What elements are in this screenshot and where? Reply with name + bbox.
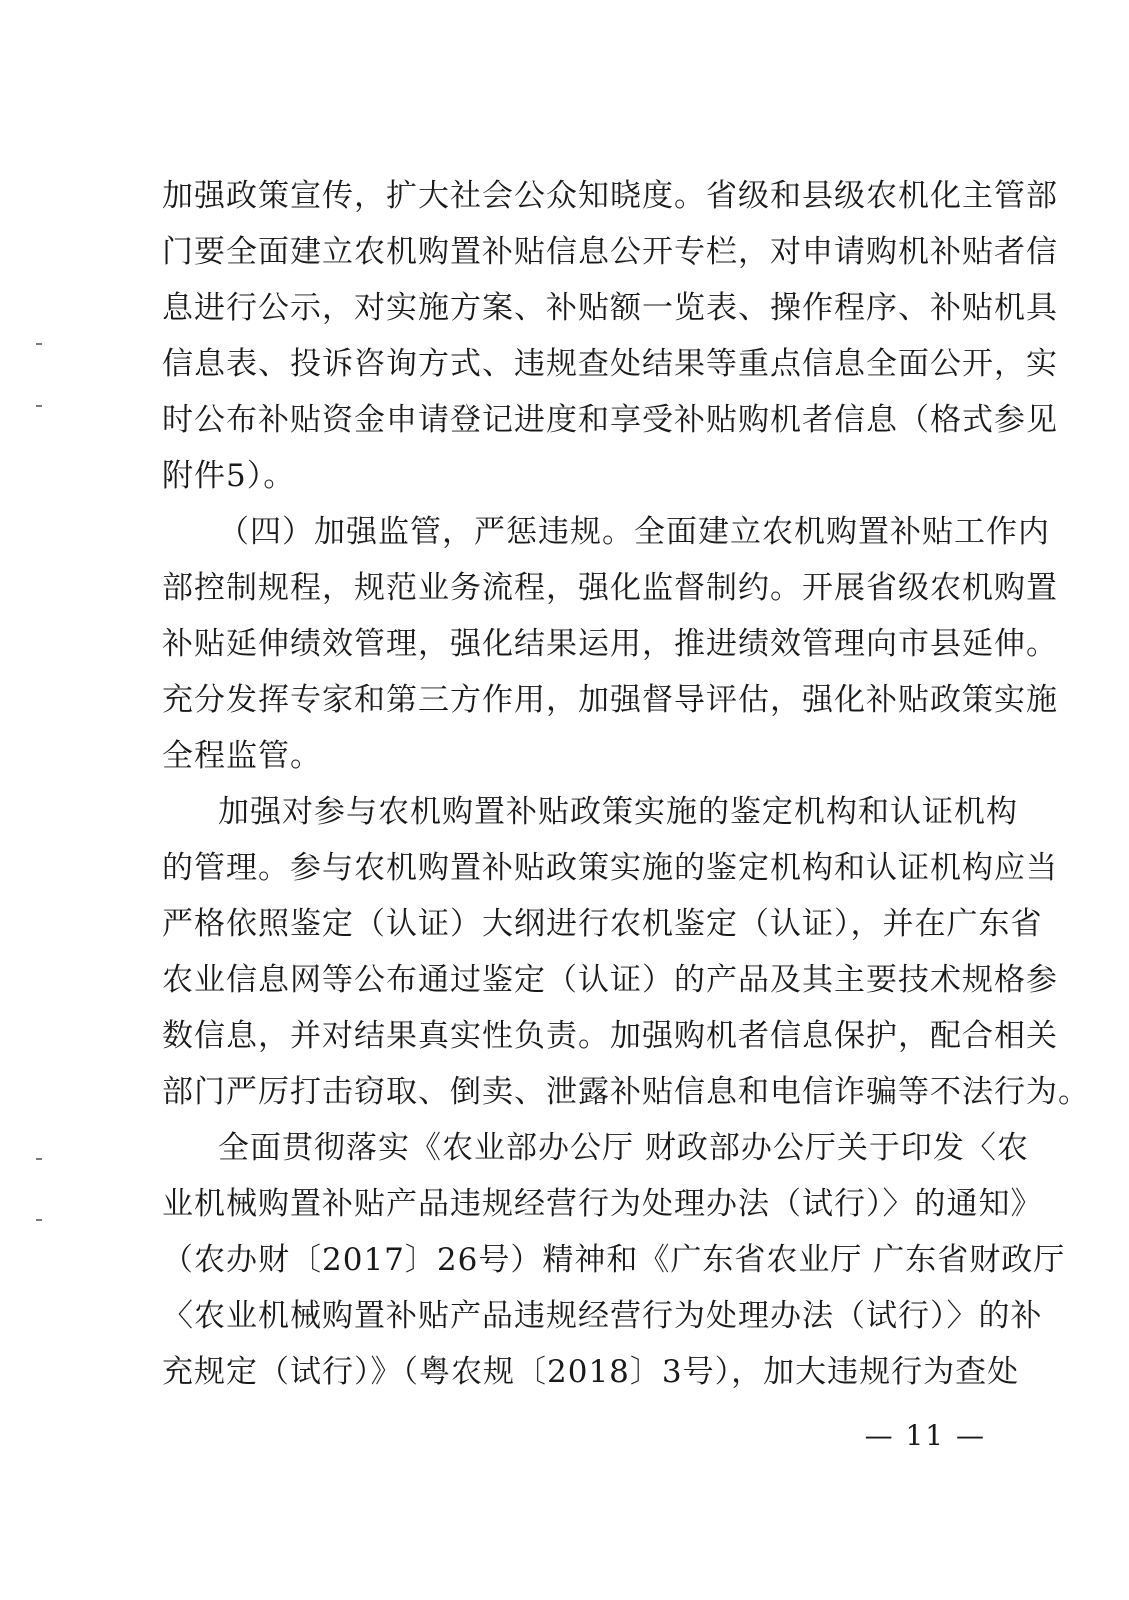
- text-line-1: 加强政策宣传，扩大社会公众知晓度。省级和县级农机化主管部: [162, 178, 1058, 214]
- margin-scan-mark: [36, 343, 42, 345]
- text-line-6: 附件5）。: [162, 458, 296, 494]
- text-line-15: 农业信息网等公布通过鉴定（认证）的产品及其主要技术规格参: [162, 962, 1058, 998]
- text-line-11: 全程监管。: [162, 738, 322, 774]
- margin-scan-mark: [36, 1158, 42, 1160]
- text-line-22: 充规定（试行）》（粤农规〔2018〕3号），加大违规行为查处: [162, 1354, 1020, 1390]
- text-line-20: （农办财〔2017〕26号）精神和《广东省农业厅 广东省财政厅: [162, 1242, 1066, 1278]
- text-line-2: 门要全面建立农机购置补贴信息公开专栏，对申请购机补贴者信: [162, 234, 1058, 270]
- text-line-8: 部控制规程，规范业务流程，强化监督制约。开展省级农机购置: [162, 570, 1058, 606]
- page-number: — 11 —: [864, 1419, 986, 1452]
- text-line-14: 严格依照鉴定（认证）大纲进行农机鉴定（认证），并在广东省: [162, 906, 1043, 942]
- text-line-9: 补贴延伸绩效管理，强化结果运用，推进绩效管理向市县延伸。: [162, 626, 1058, 662]
- text-line-17: 部门严厉打击窃取、倒卖、泄露补贴信息和电信诈骗等不法行为。: [162, 1074, 1090, 1110]
- text-line-21: 〈农业机械购置补贴产品违规经营行为处理办法（试行）〉的补: [162, 1298, 1043, 1334]
- text-line-19: 业机械购置补贴产品违规经营行为处理办法（试行）〉的通知》: [162, 1186, 1043, 1222]
- section-heading-line: （四）加强监管，严惩违规。全面建立农机购置补贴工作内: [218, 514, 1050, 550]
- paragraph-line-12: 加强对参与农机购置补贴政策实施的鉴定机构和认证机构: [218, 794, 1018, 830]
- text-line-13: 的管理。参与农机购置补贴政策实施的鉴定机构和认证机构应当: [162, 850, 1058, 886]
- text-line-16: 数信息，并对结果真实性负责。加强购机者信息保护，配合相关: [162, 1018, 1058, 1054]
- text-line-5: 时公布补贴资金申请登记进度和享受补贴购机者信息（格式参见: [162, 402, 1058, 438]
- paragraph-line-18: 全面贯彻落实《农业部办公厅 财政部办公厅关于印发〈农: [218, 1130, 1029, 1166]
- text-line-10: 充分发挥专家和第三方作用，加强督导评估，强化补贴政策实施: [162, 682, 1058, 718]
- margin-scan-mark: [36, 1219, 42, 1221]
- text-line-3: 息进行公示，对实施方案、补贴额一览表、操作程序、补贴机具: [162, 290, 1058, 326]
- text-line-4: 信息表、投诉咨询方式、违规查处结果等重点信息全面公开，实: [162, 346, 1058, 382]
- margin-scan-mark: [36, 405, 42, 407]
